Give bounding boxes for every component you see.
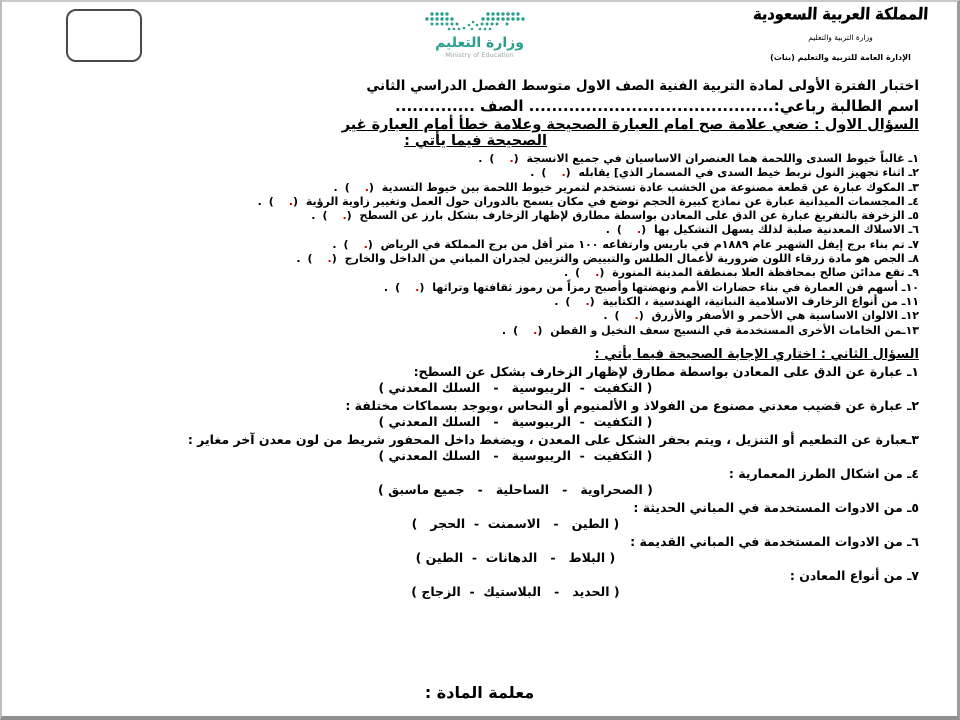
- kingdom-calligraphy: المملكة العربية السعودية: [752, 5, 929, 25]
- answer-parentheses[interactable]: [502, 324, 546, 337]
- answer-parentheses[interactable]: [384, 281, 428, 294]
- open-paren: (: [641, 223, 647, 237]
- mcq-item: [32, 466, 919, 498]
- statement-row: [32, 238, 919, 252]
- statement-row: [32, 223, 919, 237]
- statement-period: .: [554, 294, 559, 308]
- close-paren: ): [513, 323, 519, 337]
- answer-parentheses[interactable]: [332, 238, 376, 251]
- statement-period: .: [333, 180, 338, 194]
- statement-text: ١٢ـ الالوان الاساسية هي الأحمر و الأصفر والأزرق: [651, 309, 919, 323]
- statement-row: [32, 195, 919, 209]
- statement-text: ٧ـ تم بناء برج إيفل الشهير عام ١٨٨٩م في باريس وارتفاعه ١٠٠ متر أقل من برج المملكة في الرياض: [380, 237, 919, 251]
- mcq-item: [32, 534, 919, 566]
- exam-body: [32, 78, 919, 600]
- statement-period: .: [296, 252, 301, 266]
- ministry-line: وزارة التربية والتعليم: [808, 33, 873, 42]
- answer-parentheses[interactable]: [296, 252, 340, 265]
- answer-dot: .: [636, 223, 642, 237]
- statement-period: .: [332, 237, 337, 251]
- answer-parentheses[interactable]: [478, 152, 522, 165]
- answer-parentheses[interactable]: [564, 266, 608, 279]
- statement-period: .: [383, 280, 389, 294]
- statement-text: ١١ـ من أنواع الزخارف الاسلامية النباتية، الهندسية ، الكتابية: [602, 294, 919, 308]
- answer-dot: .: [415, 280, 420, 294]
- close-paren: ): [541, 166, 547, 180]
- statement-text: ٢ـ اثناء تجهيز النول نربط خيط السدى في المسمار الذي] يقابله: [578, 166, 919, 180]
- close-paren: ): [322, 209, 328, 223]
- close-paren: ): [344, 180, 350, 194]
- open-paren: (: [331, 252, 337, 266]
- teacher-label: معلمة المادة :: [424, 683, 535, 702]
- student-name-line[interactable]: اسم الطالبة رباعي:........................................... الصف ..............: [395, 97, 919, 115]
- government-header: [738, 7, 943, 62]
- answer-dot: .: [288, 194, 293, 208]
- question1-statements: [32, 152, 919, 338]
- statement-period: .: [603, 309, 608, 323]
- statement-text: ١٠ـ أسهم فن العمارة في بناء حضارات الأمم ونهضتها وأصبح رمزاً من رموز ثقافتها وتراثها: [432, 280, 919, 294]
- mcq-options[interactable]: ( التكفيت - الريبوسية - السلك المعدني ): [378, 413, 653, 429]
- statement-row: [32, 166, 919, 180]
- statement-text: ١٣ـمن الخامات الأخرى المستخدمة في النسيج سعف النخيل و القطن: [550, 323, 919, 337]
- statement-row: [32, 209, 919, 223]
- open-paren: (: [367, 237, 373, 251]
- answer-dot: .: [595, 266, 600, 280]
- footer: [2, 683, 957, 702]
- open-paren: (: [589, 294, 595, 308]
- mcq-question-text: ٧ـ من أنواع المعادن :: [789, 567, 919, 583]
- answer-parentheses[interactable]: [554, 295, 598, 308]
- answer-dot: .: [509, 152, 514, 165]
- mcq-item: [32, 432, 919, 464]
- close-paren: ): [616, 223, 622, 237]
- mcq-question-text: ٤ـ من اشكال الطرز المعمارية :: [728, 465, 919, 481]
- mcq-question-text: ٥ـ من الادوات المستخدمة في المباني الحديثة :: [633, 499, 919, 515]
- close-paren: ): [307, 252, 313, 266]
- mcq-item: [32, 364, 919, 396]
- mcq-options[interactable]: ( الطين - الاسمنت - الحجر ): [411, 515, 620, 531]
- close-paren: ): [395, 280, 401, 294]
- mcq-item: [32, 568, 919, 600]
- answer-dot: .: [327, 252, 332, 266]
- statement-period: .: [478, 152, 483, 165]
- mcq-question-text: ٣ـعبارة عن التطعيم أو التنزيل ، ويتم بحفر الشكل على المعدن ، ويضغط داخل المحفور شريط من لون معدن آخر مغاير :: [187, 431, 919, 447]
- ministry-of-education-logo: [385, 10, 575, 59]
- statement-period: .: [530, 166, 535, 180]
- question1-heading-line1: السؤال الاول : ضعي علامة صح امام العبارة الصحيحة وعلامة خطأ أمام العبارة غير: [341, 117, 919, 133]
- answer-dot: .: [585, 294, 590, 308]
- answer-parentheses[interactable]: [258, 195, 302, 208]
- question1-heading-line2: الصحيحة فيما يأتي :: [404, 133, 547, 149]
- statement-text: ٦ـ الاسلاك المعدنية صلبة لذلك يسهل التشكيل بها: [654, 223, 919, 237]
- answer-dot: .: [342, 209, 347, 223]
- open-paren: (: [599, 266, 605, 280]
- mcq-item: [32, 500, 919, 532]
- open-paren: (: [537, 323, 543, 337]
- close-paren: ): [268, 194, 274, 208]
- answer-parentheses[interactable]: [334, 181, 378, 194]
- open-paren: (: [293, 194, 299, 208]
- statement-text: ٨ـ الجص هو مادة زرقاء اللون ضرورية لأعمال الطلس والتبييض والتزيين لجدران المباني من الداخل والخارج: [344, 252, 919, 266]
- open-paren: (: [346, 209, 352, 223]
- statement-period: .: [311, 209, 316, 223]
- answer-parentheses[interactable]: [603, 309, 647, 322]
- question2-items: [32, 364, 919, 600]
- statement-text: ٩ـ تقع مدائن صالح بمحافظة العلا بمنطقة المدينة المنورة: [612, 266, 919, 280]
- administration-line: الإدارة العامة للتربية والتعليم (بنات): [770, 53, 911, 62]
- statement-row: [32, 295, 919, 309]
- mcq-options[interactable]: ( التكفيت - الريبوسية - السلك المعدني ): [378, 379, 653, 395]
- answer-parentheses[interactable]: [311, 209, 355, 222]
- answer-dot: .: [634, 309, 639, 323]
- close-paren: ): [489, 152, 495, 165]
- moe-dots-icon: [416, 10, 544, 36]
- answer-parentheses[interactable]: [530, 166, 574, 179]
- statement-period: .: [605, 223, 610, 237]
- statement-period: .: [257, 194, 262, 208]
- answer-dot: .: [363, 237, 368, 251]
- mcq-options[interactable]: ( التكفيت - الريبوسية - السلك المعدني ): [378, 447, 653, 463]
- question2-heading: السؤال الثاني : اختاري الإجابة الصحيحة فيما يأتي :: [594, 346, 919, 362]
- statement-row: [32, 309, 919, 323]
- mcq-options[interactable]: ( البلاط - الدهانات - الطين ): [415, 549, 616, 565]
- open-paren: (: [419, 280, 425, 294]
- statement-row: [32, 181, 919, 195]
- statement-period: .: [563, 266, 569, 280]
- mcq-question-text: ٢ـ عبارة عن قضيب معدني مصنوع من الفولاذ و الألمنيوم أو النحاس ،ويوجد بسماكات مختلفة :: [345, 397, 919, 413]
- open-paren: (: [368, 180, 374, 194]
- open-paren: (: [513, 152, 519, 165]
- answer-parentheses[interactable]: [606, 223, 650, 236]
- close-paren: ): [565, 294, 571, 308]
- open-paren: (: [638, 309, 644, 323]
- exam-title: اختبار الفترة الأولى لمادة التربية الفنية الصف الاول متوسط الفصل الدراسي الثاني: [366, 78, 919, 94]
- statement-text: ١ـ غالباً خيوط السدى واللحمة هما العنصران الاساسيان في جميع الانسجة: [526, 152, 919, 165]
- mcq-question-text: ١ـ عبارة عن الدق على المعادن بواسطة مطارق لإظهار الزخارف بشكل عن السطح:: [413, 363, 919, 379]
- moe-subtitle: Ministry of Education: [445, 51, 514, 59]
- mcq-item: [32, 398, 919, 430]
- statement-row: [32, 324, 919, 338]
- close-paren: ): [614, 309, 620, 323]
- answer-dot: .: [364, 180, 369, 194]
- answer-dot: .: [561, 166, 566, 180]
- statement-row: [32, 152, 919, 166]
- answer-dot: .: [533, 323, 538, 337]
- statement-row: [32, 281, 919, 295]
- statement-row: [32, 266, 919, 280]
- statement-text: ٤ـ المجسمات الميدانية عبارة عن نماذج كبيرة الحجم توضع في مكان يسمح بالدوران حول العمل وتغيير زاوية الرؤية: [305, 194, 919, 208]
- mcq-options[interactable]: ( الحديد - البلاستيك - الزجاج ): [411, 583, 620, 599]
- close-paren: ): [575, 266, 581, 280]
- statement-period: .: [501, 323, 507, 337]
- moe-wordmark: وزارة التعليم: [435, 35, 524, 51]
- open-paren: (: [565, 166, 571, 180]
- mcq-question-text: ٦ـ من الادوات المستخدمة في المباني القديمة :: [630, 533, 919, 549]
- mcq-options[interactable]: ( الصحراوية - الساحلية - جميع ماسبق ): [378, 481, 653, 497]
- statement-row: [32, 252, 919, 266]
- stamp-box: [66, 9, 142, 62]
- close-paren: ): [343, 237, 349, 251]
- statement-text: ٣ـ المكوك عبارة عن قطعة مصنوعة من الخشب عادة تستخدم لتمرير خيوط اللحمة بين خيوط التسدية: [381, 180, 919, 194]
- statement-text: ٥ـ الزخرفة بالتفريغ عبارة عن الدق على المعادن بواسطة مطارق لإظهار الزخارف بشكل بارز عن السطح: [359, 209, 919, 223]
